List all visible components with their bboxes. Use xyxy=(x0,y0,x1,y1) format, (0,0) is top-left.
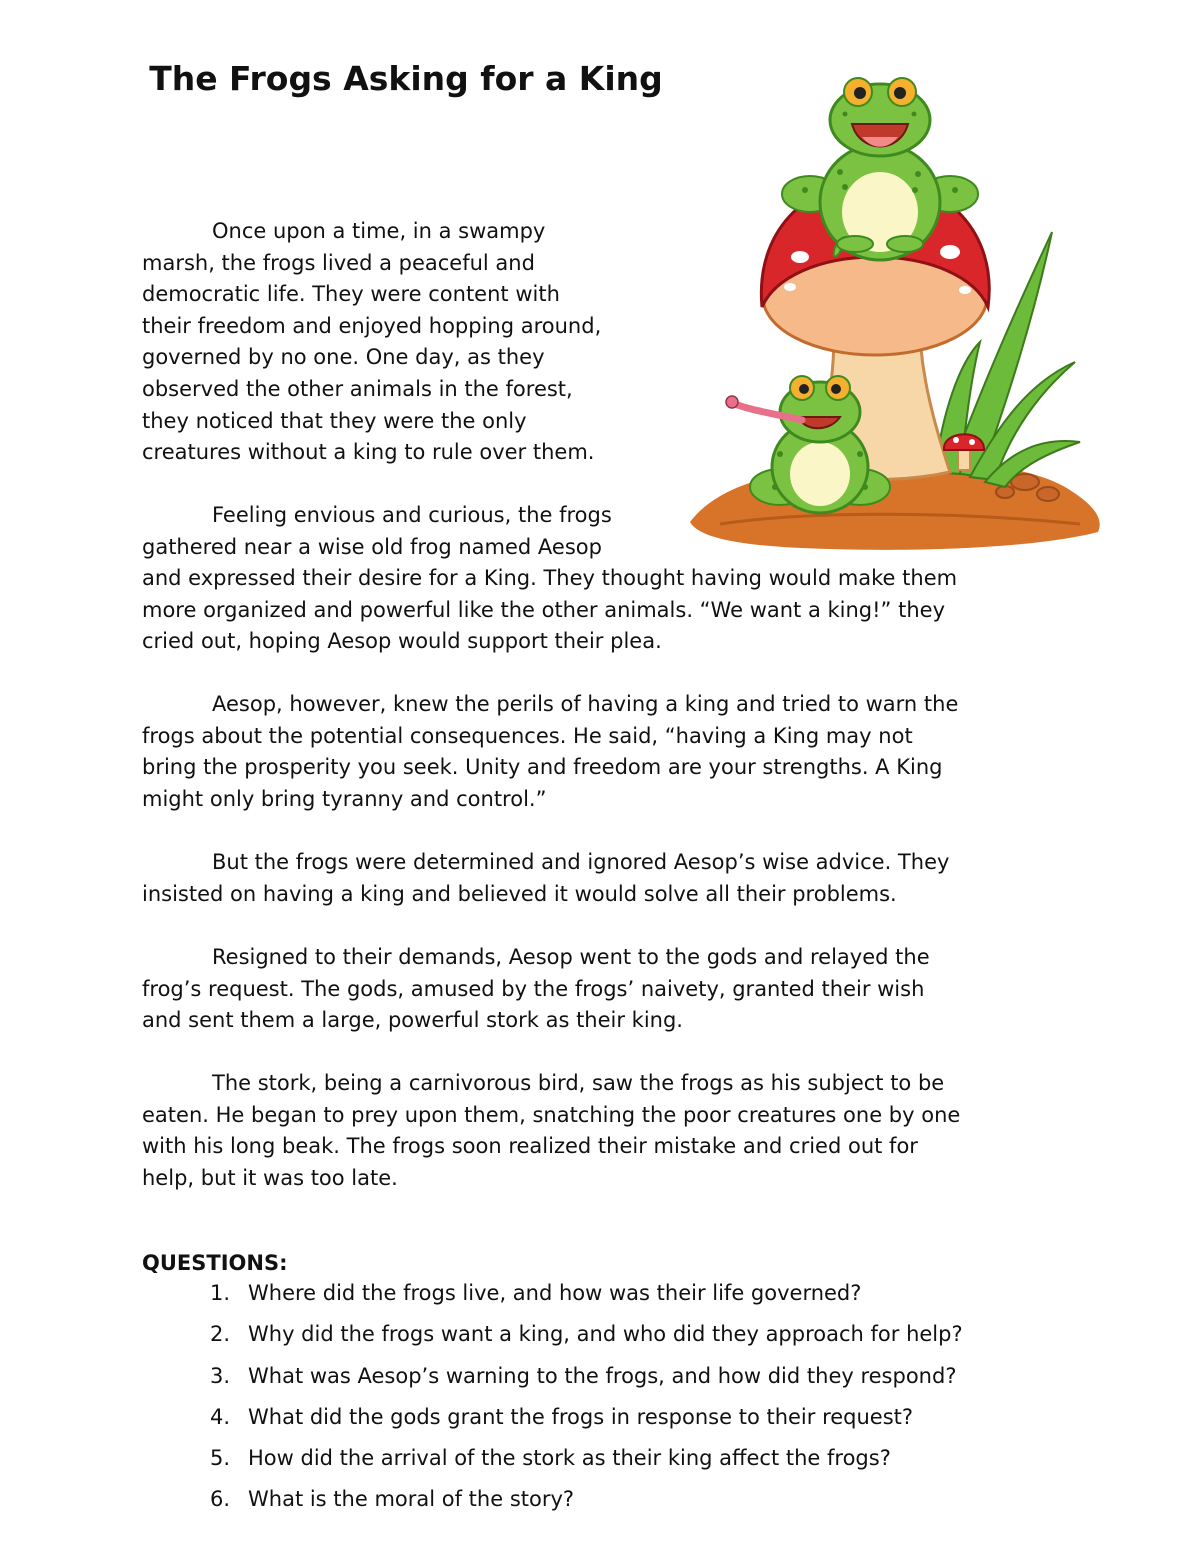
page-title: The Frogs Asking for a King xyxy=(149,59,663,98)
text-line: bring the prosperity you seek. Unity and freedom are your strengths. A King xyxy=(142,755,943,780)
text-line: and expressed their desire for a King. They thought having would make them xyxy=(142,566,958,591)
text-line: more organized and powerful like the other animals. “We want a king!” they xyxy=(142,597,945,622)
text-line: with his long beak. The frogs soon realized their mistake and cried out for xyxy=(142,1134,918,1159)
questions-heading: QUESTIONS: xyxy=(142,1251,288,1275)
question-text: Where did the frogs live, and how was their life governed? xyxy=(248,1281,862,1305)
question-number: 4. xyxy=(210,1404,231,1429)
text-line: frog’s request. The gods, amused by the frogs’ naivety, granted their wish xyxy=(142,976,925,1001)
question-number: 6. xyxy=(210,1487,231,1512)
paragraph-6 xyxy=(142,1068,960,1194)
question-item xyxy=(210,1277,963,1318)
paragraph-5 xyxy=(142,942,930,1037)
paragraph-2 xyxy=(142,500,957,658)
paragraph-4 xyxy=(142,847,949,910)
text-line: their freedom and enjoyed hopping around, xyxy=(142,313,602,338)
question-text: Why did the frogs want a king, and who did they approach for help? xyxy=(248,1322,963,1347)
question-item xyxy=(210,1483,963,1524)
text-line: frogs about the potential consequences. He said, “having a King may not xyxy=(142,723,913,748)
text-line: Aesop, however, knew the perils of having a king and tried to warn the xyxy=(212,692,959,716)
question-number: 2. xyxy=(210,1322,231,1347)
text-line: creatures without a king to rule over them. xyxy=(142,440,595,465)
text-line: might only bring tyranny and control.” xyxy=(142,786,547,811)
question-number: 5. xyxy=(210,1446,231,1471)
questions-list xyxy=(210,1277,963,1525)
question-text: How did the arrival of the stork as their king affect the frogs? xyxy=(248,1446,891,1471)
paragraph-1 xyxy=(142,216,601,469)
text-line: observed the other animals in the forest, xyxy=(142,376,573,401)
text-line: marsh, the frogs lived a peaceful and xyxy=(142,250,535,275)
text-line: The stork, being a carnivorous bird, saw the frogs as his subject to be xyxy=(212,1071,945,1095)
text-line: they noticed that they were the only xyxy=(142,408,527,433)
question-number: 1. xyxy=(210,1281,231,1305)
paragraph-3 xyxy=(142,689,958,815)
text-line: But the frogs were determined and ignored Aesop’s wise advice. They xyxy=(212,850,950,874)
question-text: What is the moral of the story? xyxy=(248,1487,575,1512)
text-line: Resigned to their demands, Aesop went to the gods and relayed the xyxy=(212,945,930,969)
text-line: eaten. He began to prey upon them, snatching the poor creatures one by one xyxy=(142,1102,961,1127)
question-item xyxy=(210,1401,963,1442)
text-line: cried out, hoping Aesop would support their plea. xyxy=(142,629,662,654)
text-line: insisted on having a king and believed it would solve all their problems. xyxy=(142,881,897,906)
question-item xyxy=(210,1318,963,1359)
question-item xyxy=(210,1442,963,1483)
text-line: governed by no one. One day, as they xyxy=(142,345,545,370)
text-line: Feeling envious and curious, the frogs xyxy=(212,503,612,527)
question-text: What was Aesop’s warning to the frogs, and how did they respond? xyxy=(248,1363,957,1388)
frog-on-mushroom-illustration xyxy=(680,62,1105,562)
text-line: democratic life. They were content with xyxy=(142,282,560,307)
text-line: Once upon a time, in a swampy xyxy=(212,219,546,243)
question-number: 3. xyxy=(210,1363,231,1388)
text-line: help, but it was too late. xyxy=(142,1165,398,1190)
question-text: What did the gods grant the frogs in response to their request? xyxy=(248,1404,914,1429)
text-line: and sent them a large, powerful stork as their king. xyxy=(142,1008,683,1033)
question-item xyxy=(210,1360,963,1401)
text-line: gathered near a wise old frog named Aesop xyxy=(142,534,602,559)
